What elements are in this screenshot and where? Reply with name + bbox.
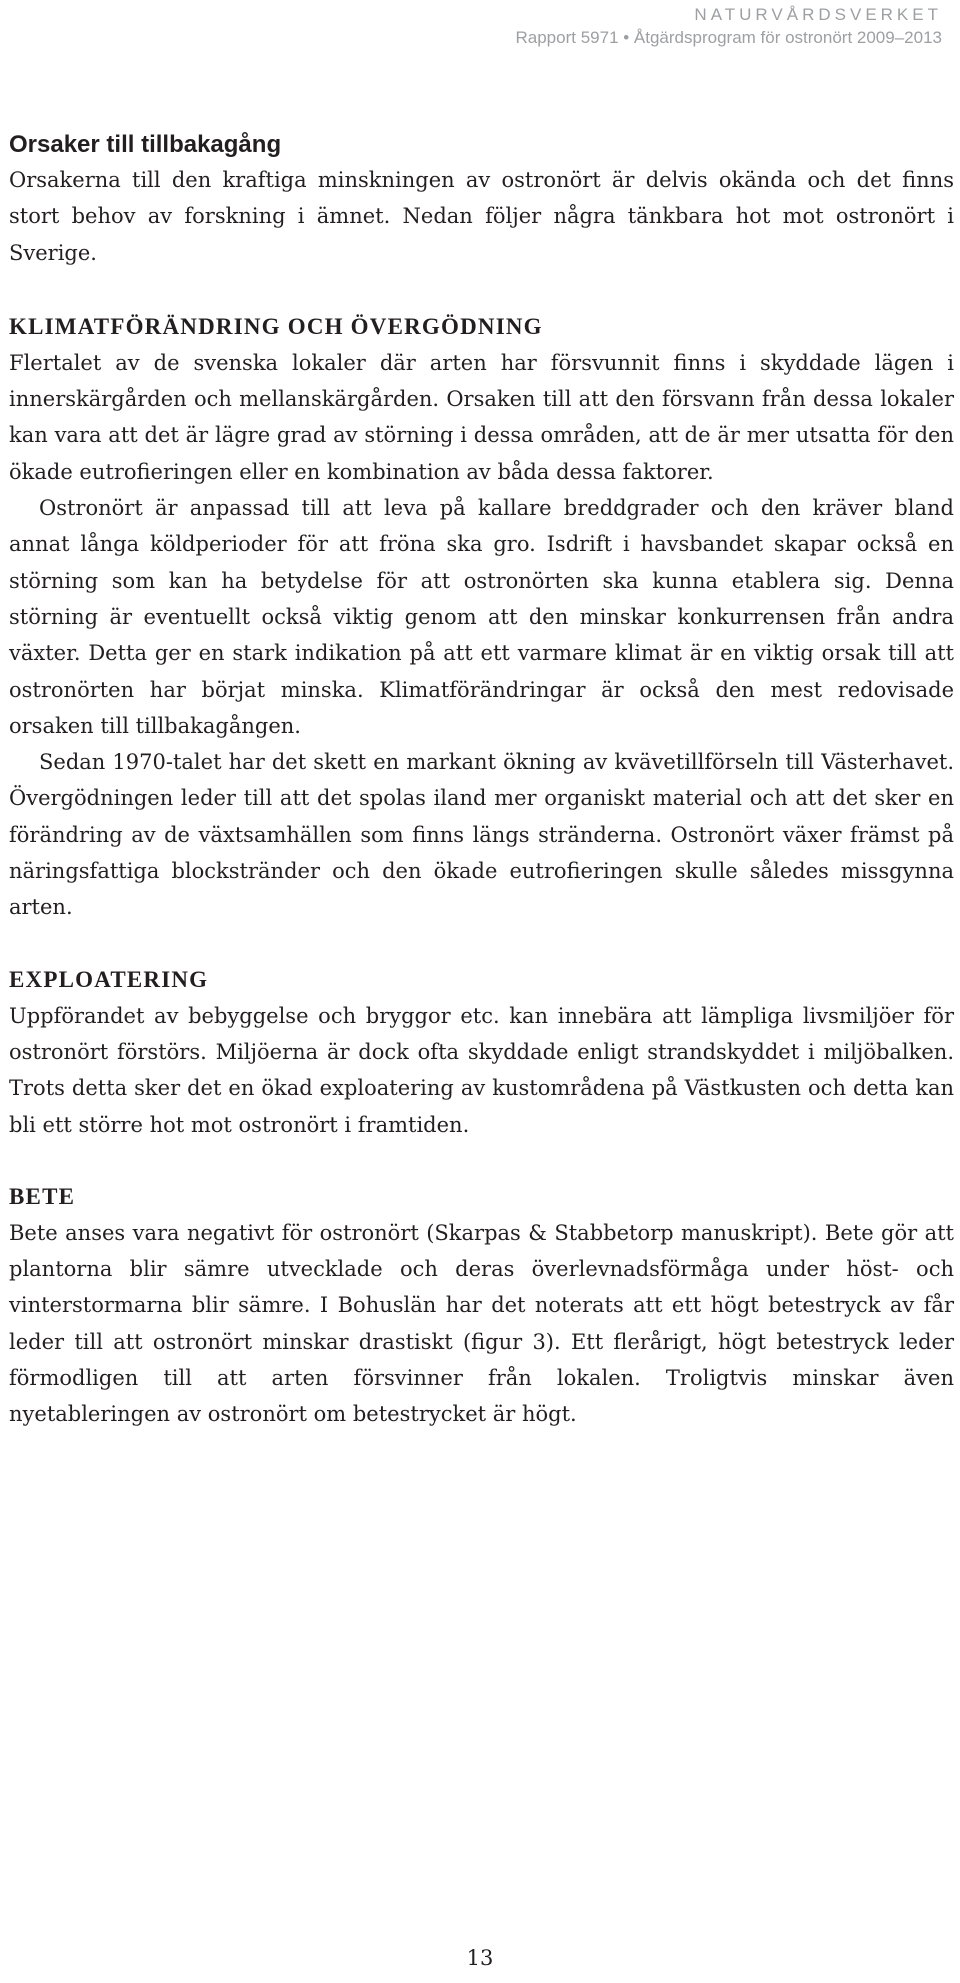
header-report-line: Rapport 5971 • Åtgärdsprogram för ostronört 2009–2013: [515, 28, 942, 47]
exploitation-paragraph-1: Uppförandet av bebyggelse och bryggor etc. kan innebära att lämpliga livsmiljöer för ostronört förstörs. Miljöerna är dock ofta skyddade enligt strandskyddet i miljöbalken. Trots detta sker det en ökad exploatering av kustområdena på Västkusten och detta kan bli ett större hot mot ostronört i framtiden.: [9, 1003, 954, 1137]
header-organization: NATURVÅRDSVERKET: [694, 5, 942, 24]
main-content: [9, 128, 954, 1433]
climate-paragraph-3: Sedan 1970-talet har det skett en markant ökning av kvävetillförseln till Västerhavet. Övergödningen leder till att det spolas iland mer organiskt material och att det sker en förändring av de växtsamhällen som finns längs stränderna. Ostronört växer främst på näringsfattiga blockstränder och den ökade eutrofieringen skulle således missgynna arten.: [9, 750, 954, 920]
intro-paragraph: Orsakerna till den kraftiga minskningen av ostronört är delvis okända och det finns stort behov av forskning i ämnet. Nedan följer några tänkbara hot mot ostronört i Sverige.: [9, 168, 954, 265]
section-climate-eutrophication: [9, 309, 954, 926]
page-number: 13: [466, 1946, 494, 1970]
section-exploitation: [9, 962, 954, 1143]
section-heading-climate: KLIMATFÖRÄNDRING OCH ÖVERGÖDNING: [9, 313, 543, 339]
climate-paragraph-2: Ostronört är anpassad till att leva på kallare breddgrader och den kräver bland annat långa köldperioder för att fröna ska gro. Isdrift i havsbandet skapar också en störning som kan ha betydelse för att ostronörten ska kunna etablera sig. Denna störning är eventuellt också viktig genom att den minskar konkurrensen från andra växter. Detta ger en stark indikation på att ett varmare klimat är en viktig orsak till att ostronörten har börjat minska. Klimatförändringar är också den mest redovisade orsaken till tillbakagången.: [9, 496, 954, 738]
grazing-paragraph-1: Bete anses vara negativt för ostronört (Skarpas & Stabbetorp manuskript). Bete gör att plantorna blir sämre utvecklade och deras överlevnadsförmåga under höst- och vinterstormarna blir sämre. I Bohuslän har det noterats att ett högt betestryck av får leder till att ostronört minskar drastiskt (figur 3). Ett flerårigt, högt betestryck leder förmodligen till att arten försvinner från lokalen. Troligtvis minskar även nyetableringen av ostronört om betestrycket är högt.: [9, 1220, 954, 1427]
climate-paragraph-1: Flertalet av de svenska lokaler där arten har försvunnit finns i skyddade lägen i innerskärgården och mellanskärgården. Orsaken till att den försvann från dessa lokaler kan vara att det är lägre grad av störning i dessa områden, att de är mer utsatta för den ökade eutrofieringen eller en kombination av båda dessa faktorer.: [9, 350, 954, 484]
section-grazing: [9, 1179, 954, 1433]
section-heading-exploitation: EXPLOATERING: [9, 966, 209, 992]
section-heading-grazing: BETE: [9, 1183, 76, 1209]
section-title: Orsaker till tillbakagång: [9, 131, 282, 158]
running-header: [516, 4, 943, 50]
